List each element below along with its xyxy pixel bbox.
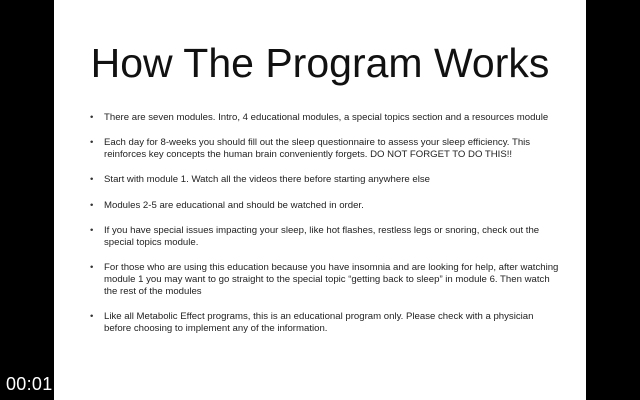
bullet-item — [90, 311, 560, 335]
bullet-dot-icon: • — [90, 112, 94, 123]
bullet-text: There are seven modules. Intro, 4 educational modules, a special topics section and a resources module — [104, 112, 549, 123]
bullet-item — [90, 174, 560, 186]
bullet-text: For those who are using this education because you have insomnia and are looking for help, after watching module 1 you may want to go straight to the special topic “getting back to sleep” in module 6. Then watch the rest of the modules — [104, 261, 559, 297]
presentation-slide — [54, 0, 586, 400]
bullet-text: Start with module 1. Watch all the videos there before starting anywhere else — [104, 174, 430, 186]
bullet-dot-icon: • — [90, 311, 94, 323]
slide-title: How The Program Works — [90, 40, 550, 86]
bullet-dot-icon: • — [90, 137, 94, 149]
bullet-item — [90, 225, 560, 249]
bullet-item — [90, 137, 560, 161]
bullet-text: Each day for 8-weeks you should fill out the sleep questionnaire to assess your sleep efficiency. This reinforces key concepts the human brain conveniently forgets. DO NOT FORGET TO DO THIS!! — [104, 137, 531, 161]
bullet-dot-icon: • — [90, 199, 94, 211]
bullet-item — [90, 262, 560, 298]
bullet-text: If you have special issues impacting your sleep, like hot flashes, restless legs or snoring, check out the special topics module. — [104, 224, 540, 248]
bullet-item — [90, 200, 560, 212]
bullet-text: Like all Metabolic Effect programs, this is an educational program only. Please check with a physician before choosing to implement any of the information. — [104, 311, 534, 335]
bullet-dot-icon: • — [90, 224, 94, 236]
bullet-dot-icon: • — [90, 261, 94, 273]
bullet-dot-icon: • — [90, 174, 94, 186]
bullet-item — [90, 112, 560, 124]
bullet-text: Modules 2-5 are educational and should be watched in order. — [104, 199, 364, 211]
playback-timestamp: 00:01 — [6, 374, 53, 394]
bullet-list — [90, 112, 560, 348]
